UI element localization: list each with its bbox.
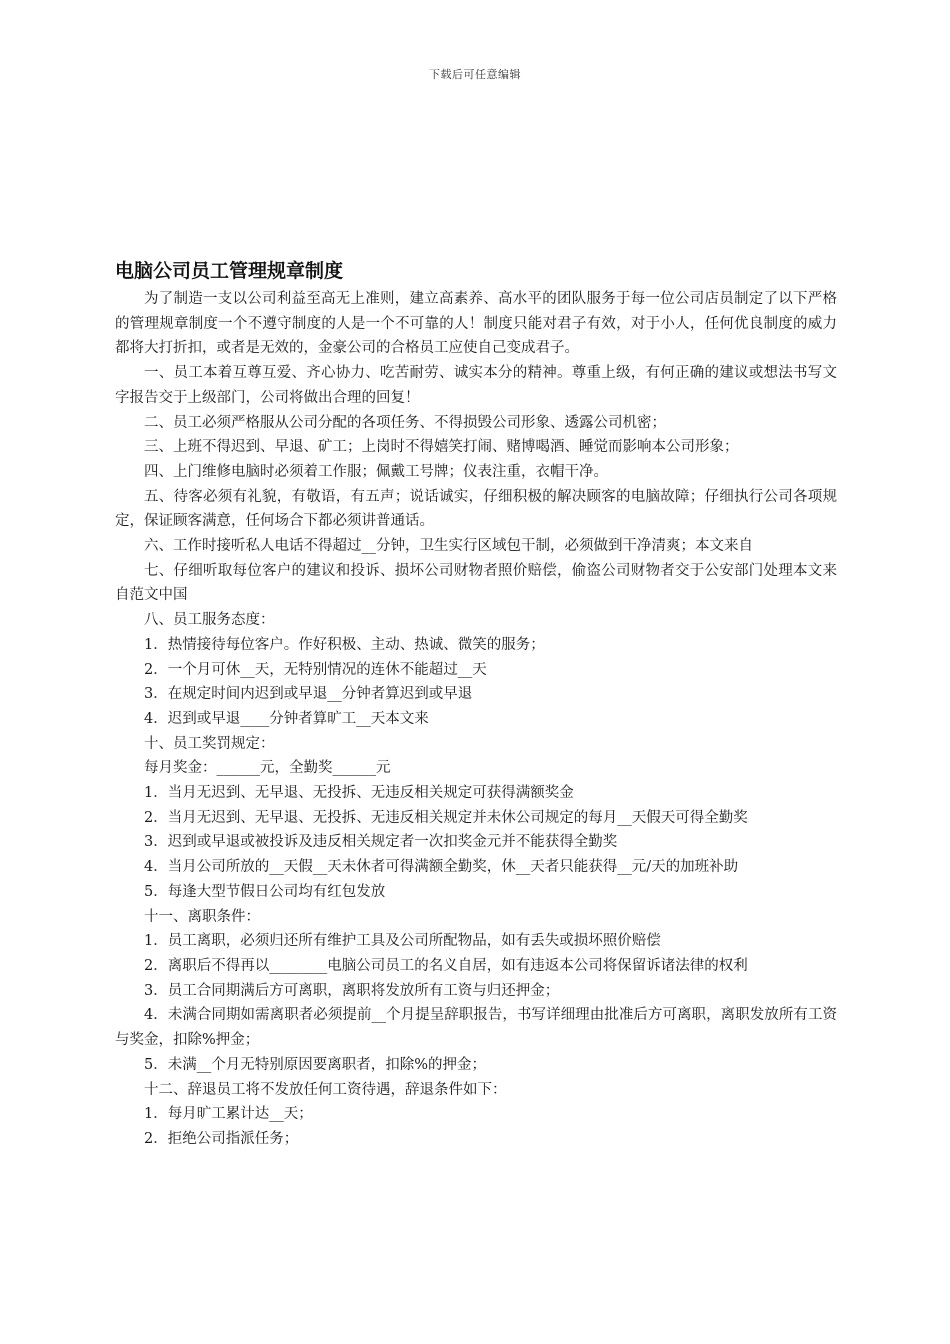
list-item-rewards-4: 4．当月公司所放的__天假__天未休者可得满额全勤奖，休__天者只能获得__元/天的加班补助 [144,859,739,876]
paragraph-rule-6: 六、工作时接听私人电话不得超过__分钟，卫生实行区域包干制，必须做到干净清爽；本文来自 [144,538,753,555]
paragraph-intro: 为了制造一支以公司利益至高无上准则，建立高素养、高水平的团队服务于每一位公司店员制定了以下严格的管理规章制度一个不遵守制度的人是一个不可靠的人！制度只能对君子有效，对于小人，任何优良制度的威力都将大打折扣，或者是无效的，金豪公司的合格员工应使自己变成君子。 [115,291,837,357]
list-item-dismissal-1: 1．每月旷工累计达__天； [144,1106,313,1123]
document-body [115,258,837,1152]
list-item-resignation-3: 3．员工合同期满后方可离职，离职将发放所有工资与归还押金； [144,982,560,999]
section-heading-resignation: 十一、离职条件： [144,908,260,925]
list-item-rewards-5: 5．每逢大型节假日公司均有红包发放 [144,883,386,900]
list-item-rewards-2: 2．当月无迟到、无早退、无投拆、无违反相关规定并未休公司规定的每月__天假天可得全勤奖 [144,809,748,826]
list-item-service-3: 3．在规定时间内迟到或早退__分钟者算迟到或早退 [144,686,473,703]
paragraph-rule-3: 三、上班不得迟到、早退、矿工；上岗时不得嬉笑打闹、赌博喝酒、睡觉而影响本公司形象； [144,439,739,456]
section-heading-dismissal: 十二、辞退员工将不发放任何工资待遇，辞退条件如下： [144,1081,507,1098]
bonus-line: 每月奖金：______元，全勤奖______元 [144,760,391,777]
paragraph-rule-2: 二、员工必须严格服从公司分配的各项任务、不得损毁公司形象、透露公司机密； [144,414,666,431]
list-item-resignation-4: 4．未满合同期如需离职者必须提前__个月提呈辞职报告，书写详细理由批准后方可离职，离职发放所有工资与奖金，扣除%押金； [115,1007,837,1049]
document-title: 电脑公司员工管理规章制度 [115,260,344,282]
header-note: 下载后可任意编辑 [429,68,521,81]
list-item-rewards-3: 3．迟到或早退或被投诉及违反相关规定者一次扣奖金元并不能获得全勤奖 [144,834,618,851]
list-item-service-4: 4．迟到或早退____分钟者算旷工__天本文来 [144,710,429,727]
list-item-resignation-5: 5．未满__个月无特别原因要离职者，扣除%的押金； [144,1056,487,1073]
list-item-service-1: 1．热情接待每位客户。作好积极、主动、热诚、微笑的服务； [144,636,545,653]
paragraph-rule-5: 五、待客必须有礼貌，有敬语，有五声；说话诚实，仔细积极的解决顾客的电脑故障；仔细执行公司各项规定，保证顾客满意，任何场合下都必须讲普通话。 [115,488,837,530]
list-item-dismissal-2: 2．拒绝公司指派任务； [144,1130,299,1147]
list-item-resignation-2: 2．离职后不得再以________电脑公司员工的名义自居，如有违返本公司将保留诉诸法律的权利 [144,957,748,974]
paragraph-rule-7: 七、仔细听取每位客户的建议和投诉、损坏公司财物者照价赔偿，偷盗公司财物者交于公安部门处理本文来自范文中国 [115,562,837,604]
list-item-resignation-1: 1．员工离职，必须归还所有维护工具及公司所配物品，如有丢失或损坏照价赔偿 [144,933,661,950]
section-heading-service: 八、员工服务态度： [144,612,275,629]
list-item-service-2: 2．一个月可休__天，无特别情况的连休不能超过__天 [144,661,487,678]
section-heading-rewards: 十、员工奖罚规定： [144,735,275,752]
paragraph-rule-4: 四、上门维修电脑时必须着工作服；佩戴工号牌；仪表注重，衣帽干净。 [144,463,608,480]
paragraph-rule-1: 一、员工本着互尊互爱、齐心协力、吃苦耐劳、诚实本分的精神。尊重上级，有何正确的建议或想法书写文字报告交于上级部门，公司将做出合理的回复！ [115,365,837,406]
list-item-rewards-1: 1．当月无迟到、无早退、无投拆、无违反相关规定可获得满额奖金 [144,785,574,802]
